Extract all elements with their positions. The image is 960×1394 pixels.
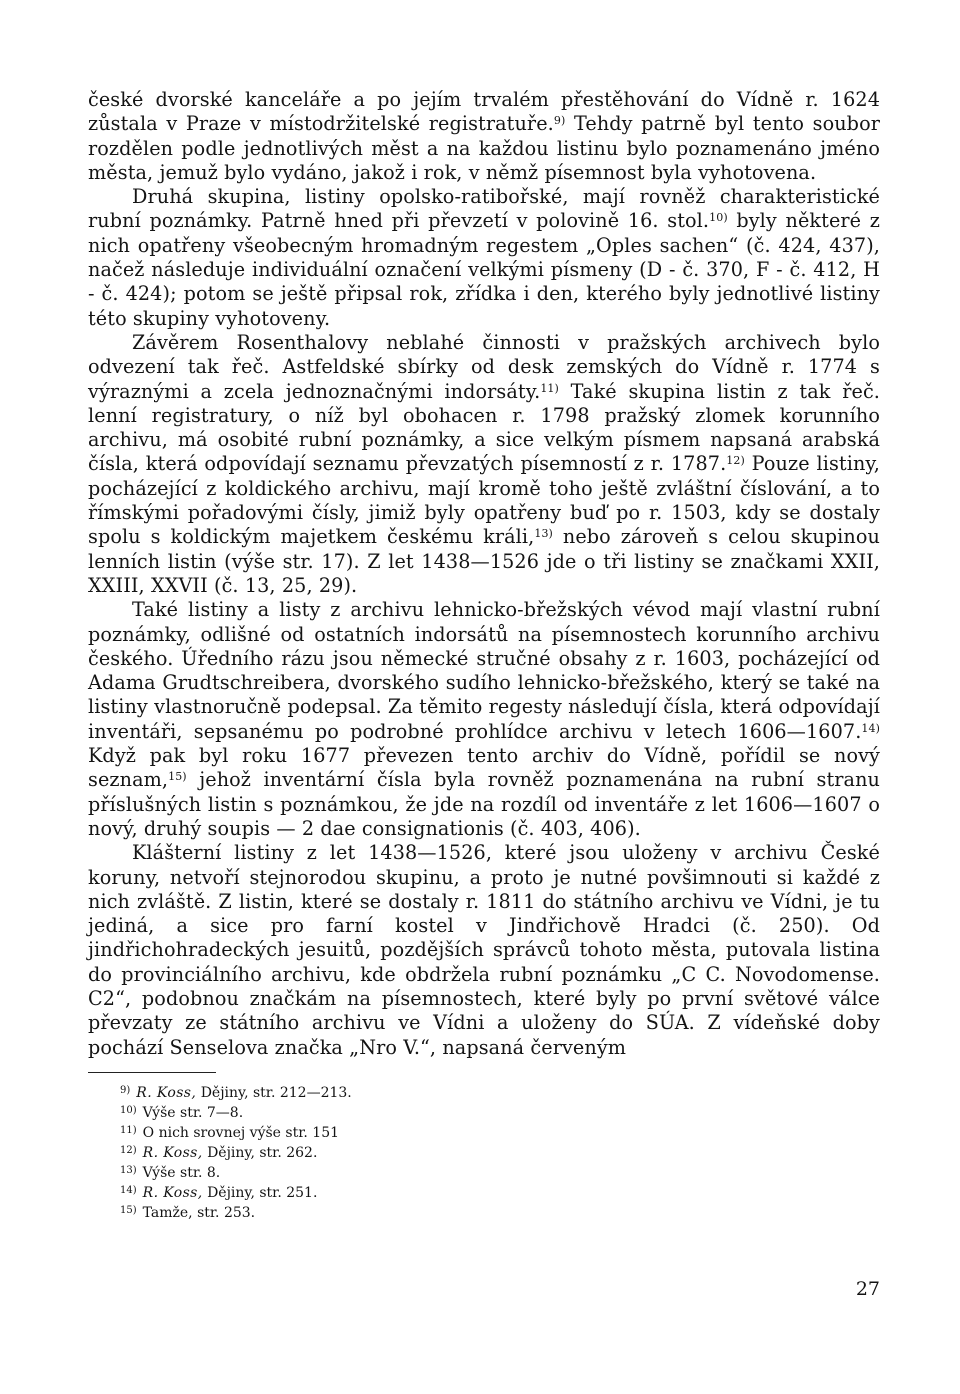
text-run: jehož inventární čísla byla rovněž poznamenána na rubní stranu příslušných listin s poznámkou, že jde na rozdíl od inventáře z let 1606—1607 o nový, druhý soupis — 2 dae consignationis (č. 403, 406). [88, 768, 880, 840]
paragraph [88, 88, 880, 185]
footnote-reference: 13) [534, 527, 553, 541]
footnote [120, 1203, 880, 1223]
footnote-reference: 10) [709, 211, 728, 225]
footnote-text: Tamže, str. 253. [142, 1204, 256, 1221]
main-text [88, 88, 880, 1060]
footnote-reference: 15) [168, 770, 187, 784]
text-run: Druhá skupina, listiny opolsko-ratibořské, mají rovněž charakteristické rubní poznámky. Patrně hned při převzetí v polovině 16. stol. [88, 185, 880, 233]
footnote-author: R. Koss, [142, 1144, 203, 1161]
footnote-author: R. Koss, [136, 1084, 197, 1101]
footnote-number: 9) [120, 1084, 131, 1096]
footnote-number: 13) [120, 1164, 137, 1176]
footnote-text: Dějiny, str. 262. [202, 1144, 318, 1161]
footnote-text: Dějiny, str. 251. [202, 1184, 318, 1201]
paragraph [88, 598, 880, 841]
footnote-text: O nich srovnej výše str. 151 [142, 1124, 340, 1141]
footnote [120, 1103, 880, 1123]
footnote-reference: 11) [540, 381, 559, 395]
footnote-number: 14) [120, 1184, 137, 1196]
footnote [120, 1083, 880, 1103]
footnote-separator [88, 1072, 216, 1073]
footnote-text: Výše str. 7—8. [142, 1104, 244, 1121]
text-run: Pouze listiny, pocházející z koldického archivu, mají kromě toho ještě zvláštní číslování, a to římskými pořadovými čísly, jimiž byly opatřeny buď po r. 1503, kdy se dostaly spolu s koldickým majetkem českému králi, [88, 452, 880, 549]
footnote-reference: 12) [726, 454, 745, 468]
text-run: Když pak byl roku 1677 převezen tento archiv do Vídně, pořídil se nový seznam, [88, 744, 880, 792]
page-body [88, 88, 880, 1223]
text-run: byly některé z nich opatřeny všeobecným hromadným regestem „Oples sachen“ (č. 424, 437), načež následuje individuální označení velkými písmeny (D - č. 370, F - č. 412, H - č. 424); potom se ještě připsal rok, zřídka i den, kterého byly jednotlivé listiny této skupiny vyhotoveny. [88, 209, 880, 330]
footnote-number: 10) [120, 1104, 137, 1116]
text-run: české dvorské kanceláře a po jejím trvalém přestěhování do Vídně r. 1624 zůstala v Praze v místodržitelské registratuře. [88, 88, 880, 136]
text-run: Také listiny a listy z archivu lehnicko-břežských vévod mají vlastní rubní poznámky, odlišné od ostatních indorsátů na písemnostech korunního archivu českého. Úředního rázu jsou německé stručné obsahy z r. 1603, pocházející od Adama Grudtschreibera, dvorského sudího lehnicko-břežského, který se také na listiny vlastnoručně podepsal. Za těmito regesty následují čísla, která odpovídají inventáři, sepsanému po podrobné prohlídce archivu v letech 1606—1607. [88, 598, 880, 743]
paragraph [88, 841, 880, 1060]
text-run: nebo zároveň s celou skupinou lenních listin (výše str. 17). Z let 1438—1526 jde o tři listiny se značkami XXII, XXIII, XXVII (č. 13, 25, 29). [88, 525, 880, 597]
text-run: Také skupina listin z tak řeč. lenní registratury, o níž byl obohacen r. 1798 pražský zlomek korunního archivu, má osobité rubní poznámky, a sice velkým písmem napsaná arabská čísla, která odpovídají seznamu převzatých písemností z r. 1787. [88, 379, 880, 476]
footnote-author: R. Koss, [142, 1184, 203, 1201]
footnote-number: 12) [120, 1144, 137, 1156]
footnote-text: Dějiny, str. 212—213. [196, 1084, 352, 1101]
text-run: Tehdy patrně byl tento soubor rozdělen podle jednotlivých měst a na každou listinu bylo poznamenáno jméno města, jemuž bylo vydáno, jakož i rok, v němž písemnost byla vyhotovena. [88, 112, 880, 184]
footnotes [88, 1083, 880, 1223]
footnote-reference: 14) [861, 721, 880, 735]
footnote [120, 1143, 880, 1163]
footnote [120, 1123, 880, 1143]
paragraph [88, 331, 880, 598]
text-run: Závěrem Rosenthalovy neblahé činnosti v pražských archivech bylo odvezení tak řeč. Astfeldské sbírky od desk zemských do Vídně r. 1774 s výraznými a zcela jednoznačnými indorsáty. [88, 330, 880, 403]
page-number: 27 [855, 1278, 880, 1300]
footnote [120, 1163, 880, 1183]
footnote-number: 15) [120, 1204, 137, 1216]
footnote-reference: 9) [553, 114, 566, 128]
text-run: Klášterní listiny z let 1438—1526, které jsou uloženy v archivu České koruny, netvoří stejnorodou skupinu, a proto je nutné povšimnouti si každé z nich zvláště. Z listin, které se dostaly r. 1811 do státního archivu ve Vídni, je tu jediná, a sice pro farní kostel v Jindřichově Hradci (č. 250). Od jindřichohradeckých jesuitů, pozdějších správců tohoto města, putovala listina do provinciálního archivu, kde obdržela rubní poznámku „C C. Novodomense. C2“, podobnou značkám na písemnostech, které byly po první světové válce převzaty ze státního archivu ve Vídni a uloženy do SÚA. Z vídeňské doby pochází Senselova značka „Nro V.“, napsaná červeným [88, 841, 880, 1059]
footnote-text: Výše str. 8. [142, 1164, 221, 1181]
footnote [120, 1183, 880, 1203]
paragraph [88, 185, 880, 331]
footnote-number: 11) [120, 1124, 137, 1136]
